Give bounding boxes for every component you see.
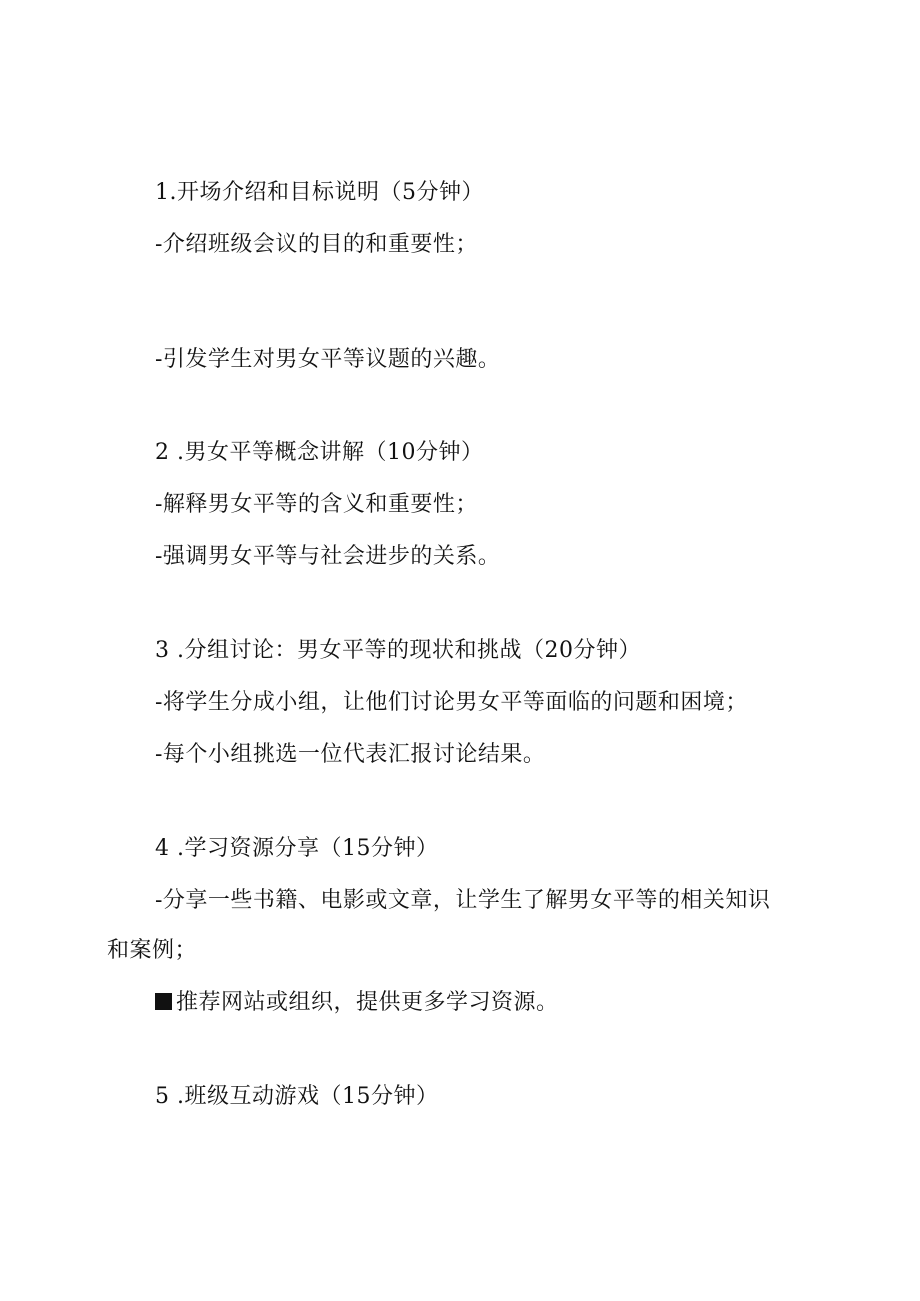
section-2-item-1: -解释男女平等的含义和重要性； (155, 492, 478, 517)
section-5-heading: 5 .班级互动游戏（15分钟） (155, 1084, 439, 1109)
section-4-item-1: -分享一些书籍、电影或文章，让学生了解男女平等的相关知识 (155, 888, 771, 913)
section-2-item-2: -强调男女平等与社会进步的关系。 (155, 544, 501, 569)
section-1-heading: 1.开场介绍和目标说明（5分钟） (155, 180, 484, 205)
section-2-heading: 2 .男女平等概念讲解（10分钟） (155, 440, 484, 465)
section-4-item-2-text: 推荐网站或组织，提供更多学习资源。 (176, 990, 559, 1015)
section-3-item-2: -每个小组挑选一位代表汇报讨论结果。 (155, 742, 546, 767)
square-bullet-icon (155, 993, 172, 1010)
section-4-heading: 4 .学习资源分享（15分钟） (155, 836, 439, 861)
section-4-item-1-continued: 和案例； (107, 938, 198, 963)
section-3-heading: 3 .分组讨论：男女平等的现状和挑战（20分钟） (155, 638, 641, 663)
section-3-item-1: -将学生分成小组，让他们讨论男女平等面临的问题和困境； (155, 690, 748, 715)
section-1-item-1: -介绍班级会议的目的和重要性； (155, 232, 478, 257)
section-4-item-2 (155, 988, 559, 1018)
section-1-item-2: -引发学生对男女平等议题的兴趣。 (155, 347, 501, 372)
